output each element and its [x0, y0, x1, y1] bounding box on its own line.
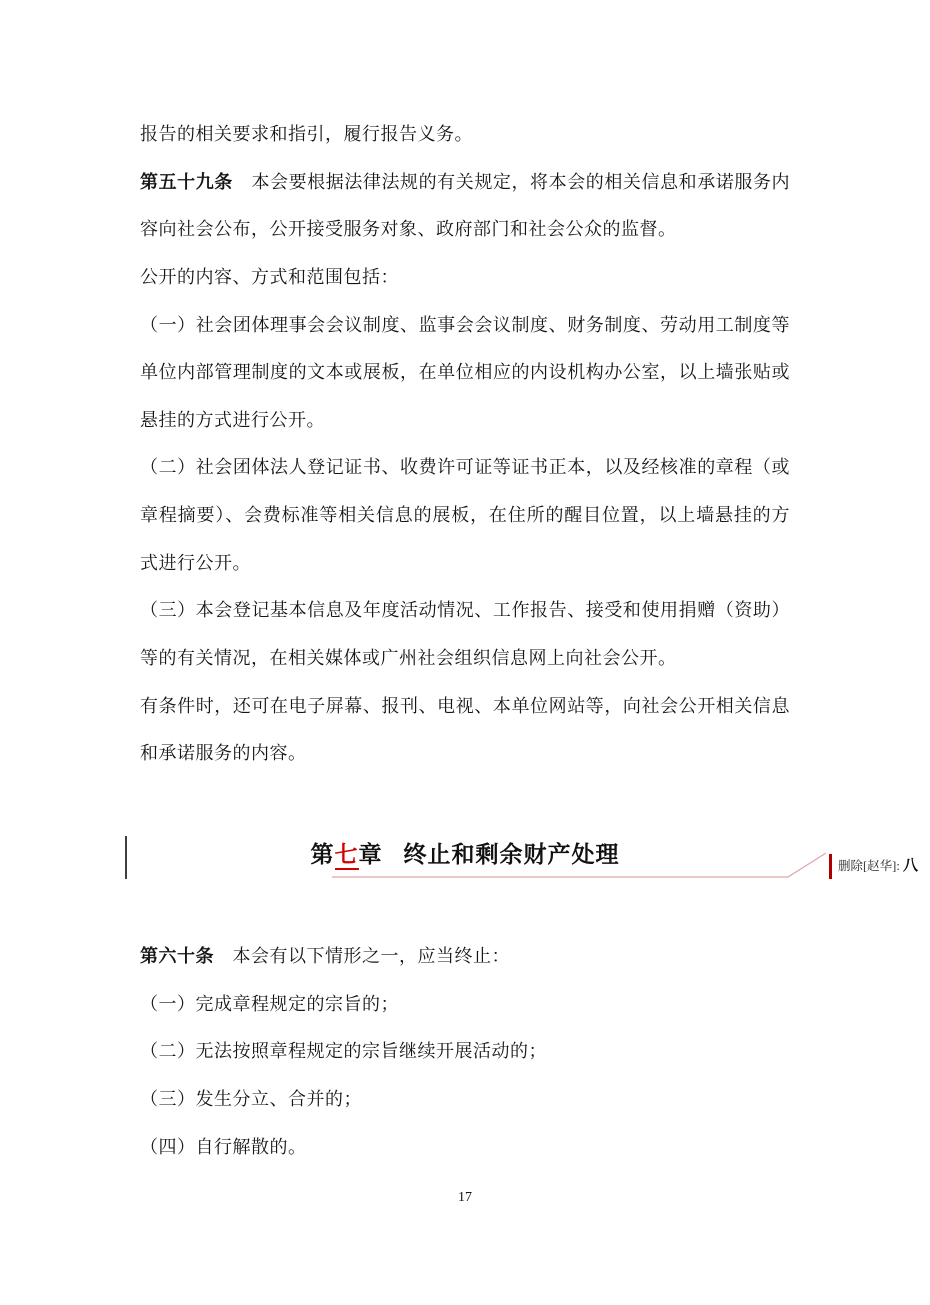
text-line: 悬挂的方式进行公开。 — [140, 409, 325, 430]
chapter-suffix: 章 — [358, 840, 383, 867]
text-line: （三）本会登记基本信息及年度活动情况、工作报告、接受和使用捐赠（资助） — [140, 600, 790, 621]
article-number: 第六十条 — [140, 945, 214, 966]
text-line: 有条件时，还可在电子屏幕、报刊、电视、本单位网站等，向社会公开相关信息 — [140, 695, 790, 716]
chapter-title: 终止和剩余财产处理 — [403, 840, 620, 867]
text-line: 报告的相关要求和指引，履行报告义务。 — [140, 124, 473, 144]
text-line: 式进行公开。 — [140, 552, 251, 573]
text-line: 等的有关情况，在相关媒体或广州社会组织信息网上向社会公开。 — [140, 648, 677, 669]
text-line: 容向社会公布，公开接受服务对象、政府部门和社会公众的监督。 — [140, 219, 677, 240]
article-number: 第五十九条 — [140, 171, 233, 192]
text-line: （四）自行解散的。 — [140, 1136, 307, 1157]
text-line: （一）社会团体理事会会议制度、监事会会议制度、财务制度、劳动用工制度等 — [140, 314, 790, 335]
revision-callout-label: 删除[赵华]: — [838, 859, 903, 873]
text-line: 公开的内容、方式和范围包括： — [140, 266, 399, 287]
article-60-line: 第六十条 本会有以下情形之一，应当终止： — [140, 945, 510, 966]
revision-deleted-text: 八 — [902, 858, 918, 874]
tracked-change-margin-bar — [125, 836, 127, 879]
revision-callout[interactable] — [838, 853, 918, 879]
revision-callout-bar — [829, 854, 832, 879]
text-line: （二）社会团体法人登记证书、收费许可证等证书正本，以及经核准的章程（或 — [140, 457, 790, 478]
chapter-prefix: 第 — [310, 840, 335, 867]
chapter-heading — [140, 830, 790, 878]
document-body — [140, 111, 790, 1171]
article-59-line: 第五十九条 本会要根据法律法规的有关规定，将本会的相关信息和承诺服务内 — [140, 171, 791, 192]
tracked-insertion[interactable]: 七 — [335, 841, 359, 870]
text-line: （三）发生分立、合并的； — [140, 1088, 362, 1109]
text-line: （一）完成章程规定的宗旨的； — [140, 993, 399, 1014]
page-number: 17 — [458, 1190, 472, 1205]
text-line: （二）无法按照章程规定的宗旨继续开展活动的； — [140, 1041, 547, 1062]
text-line: 单位内部管理制度的文本或展板，在单位相应的内设机构办公室，以上墙张贴或 — [140, 362, 790, 383]
text-line: 和承诺服务的内容。 — [140, 743, 307, 764]
text-line: 章程摘要）、会费标准等相关信息的展板，在住所的醒目位置，以上墙悬挂的方 — [140, 505, 790, 526]
